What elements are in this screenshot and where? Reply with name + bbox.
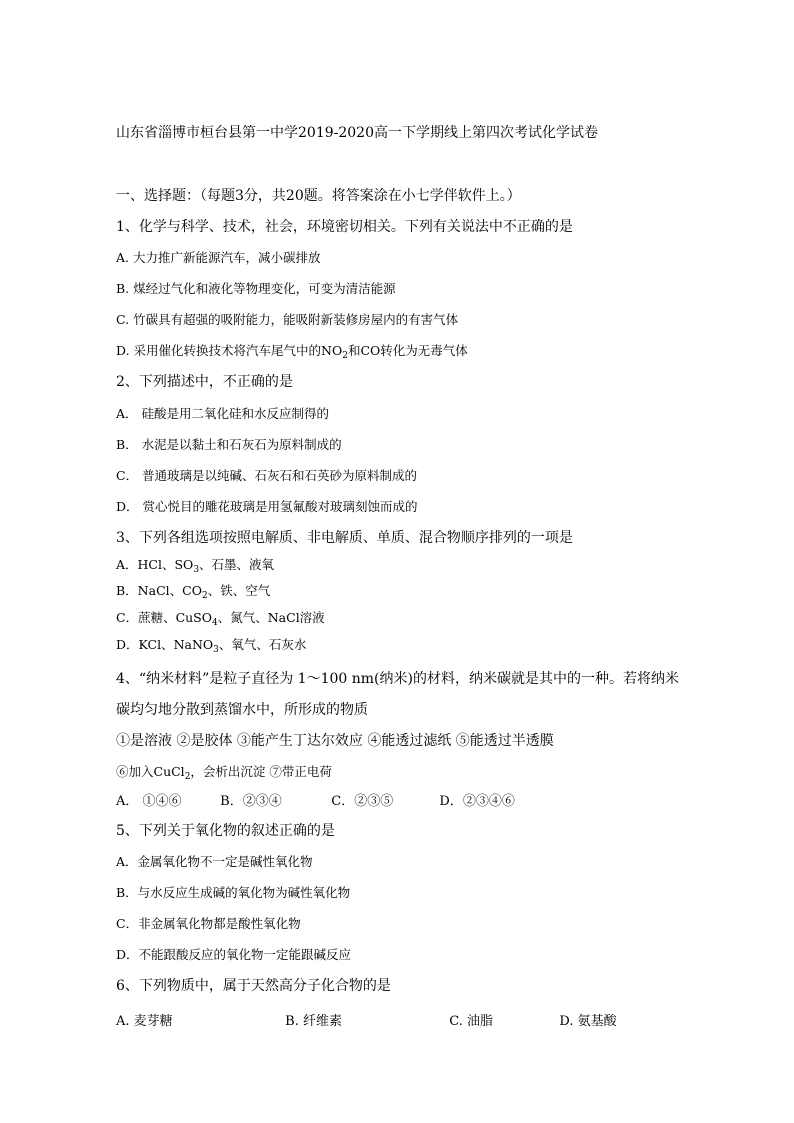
question-4-option-b: B．②③④ — [220, 794, 282, 809]
question-5-stem: 5、下列关于氧化物的叙述正确的是 — [116, 823, 335, 839]
question-5-option-b: B．与水反应生成碱的氧化物为碱性氧化物 — [116, 885, 351, 900]
question-6-option-d: D. 氨基酸 — [559, 1014, 617, 1029]
question-3-option-c: C．蔗糖、CuSO$_4$、氮气、NaCl溶液 — [116, 610, 325, 628]
question-1-option-c: C. 竹碳具有超强的吸附能力，能吸附新装修房屋内的有害气体 — [116, 312, 459, 327]
question-2-option-c: C． 普通玻璃是以纯碱、石灰石和石英砂为原料制成的 — [116, 468, 418, 483]
question-3-stem: 3、下列各组选项按照电解质、非电解质、单质、混合物顺序排列的一项是 — [116, 530, 573, 546]
question-3-option-a: A．HCl、$SO_3$、石墨、液氧 — [116, 557, 275, 575]
question-6-option-b: B. 纤维素 — [285, 1014, 342, 1029]
question-6-stem: 6、下列物质中，属于天然高分子化合物的是 — [116, 978, 391, 994]
question-1-option-a: A. 大力推广新能源汽车，减小碳排放 — [116, 250, 321, 265]
question-4-option-c: C．②③⑤ — [331, 794, 394, 809]
question-3-option-b: B．NaCl、$CO_2$、铁、空气 — [116, 583, 271, 601]
question-4-option-a: A． ①④⑥ — [116, 794, 182, 809]
section-heading: 一、选择题：（每题3分，共20题。将答案涂在小七学伴软件上。） — [116, 188, 521, 204]
question-2-option-b: B． 水泥是以黏土和石灰石为原料制成的 — [116, 437, 342, 452]
question-6-option-a: A. 麦芽糖 — [116, 1014, 173, 1029]
question-4-statements-1: ①是溶液 ②是胶体 ③能产生丁达尔效应 ④能透过滤纸 ⑤能透过半透膜 — [116, 733, 554, 749]
question-5-option-c: C．非金属氧化物都是酸性氧化物 — [116, 916, 301, 931]
question-4-option-d: D．②③④⑥ — [439, 794, 515, 809]
question-1-option-d: D. 采用催化转换技术将汽车尾气中的$NO_2$和CO转化为无毒气体 — [116, 343, 468, 361]
question-5-option-a: A．金属氧化物不一定是碱性氧化物 — [116, 854, 313, 869]
question-6-options — [116, 1010, 617, 1029]
question-2-option-a: A． 硅酸是用二氧化硅和水反应制得的 — [116, 406, 330, 421]
question-4-statements-2: ⑥加入CuCl$_2$，会析出沉淀 ⑦带正电荷 — [116, 764, 332, 782]
question-4-stem-line-1: 4、“纳米材料”是粒子直径为 1～100 nm(纳米)的材料，纳米碳就是其中的一种。若将纳米 — [116, 671, 679, 687]
question-3-option-d: D．KCl、NaNO$_3$、氧气、石灰水 — [116, 637, 307, 655]
question-4-stem-line-2: 碳均匀地分散到蒸馏水中，所形成的物质 — [116, 702, 368, 718]
question-2-option-d: D． 赏心悦目的雕花玻璃是用氢氟酸对玻璃刻蚀而成的 — [116, 499, 418, 514]
question-2-stem: 2、下列描述中，不正确的是 — [116, 374, 293, 390]
question-4-options — [116, 790, 515, 809]
page-title: 山东省淄博市桓台县第一中学2019-2020高一下学期线上第四次考试化学试卷 — [116, 125, 598, 141]
question-5-option-d: D．不能跟酸反应的氧化物一定能跟碱反应 — [116, 947, 352, 962]
question-1-stem: 1、化学与科学、技术，社会，环境密切相关。下列有关说法中不正确的是 — [116, 219, 573, 235]
question-1-option-b: B. 煤经过气化和液化等物理变化，可变为清洁能源 — [116, 281, 396, 296]
question-6-option-c: C. 油脂 — [449, 1014, 494, 1029]
